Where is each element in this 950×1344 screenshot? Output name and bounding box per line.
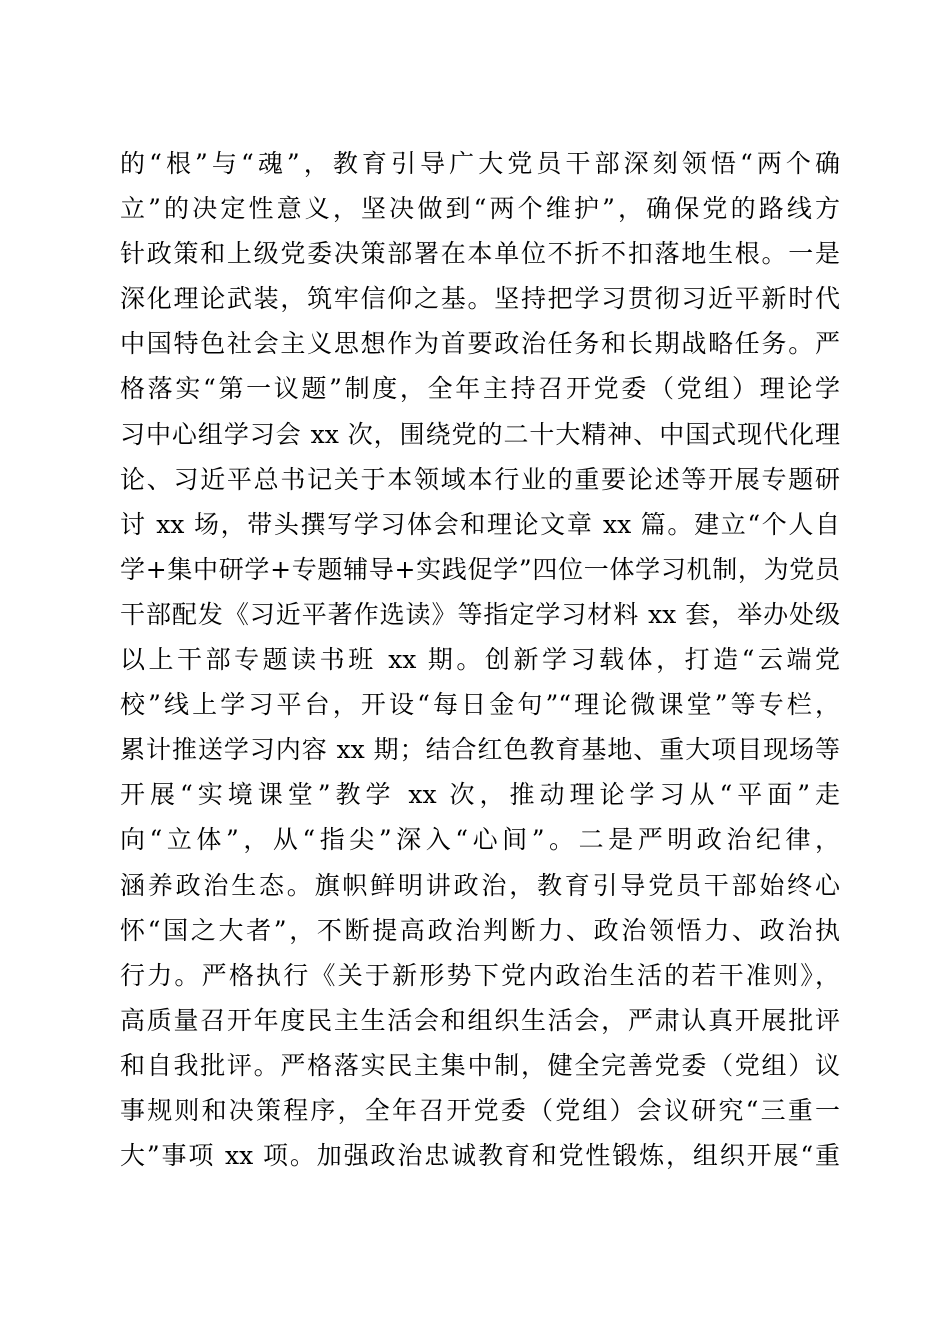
text-line: 开展“实境课堂”教学 xx 次，推动理论学习从“平面”走 xyxy=(120,780,840,810)
text-line: 涵养政治生态。旗帜鲜明讲政治，教育引导党员干部始终心 xyxy=(120,870,840,900)
body-paragraph xyxy=(120,141,840,1178)
text-line: 中国特色社会主义思想作为首要政治任务和长期战略任务。严 xyxy=(120,329,840,359)
text-line: 深化理论武装，筑牢信仰之基。坚持把学习贯彻习近平新时代 xyxy=(120,284,840,314)
text-line: 行力。严格执行《关于新形势下党内政治生活的若干准则》， xyxy=(120,960,840,990)
text-line: 和自我批评。严格落实民主集中制，健全完善党委（党组）议 xyxy=(120,1050,840,1080)
text-line: 格落实“第一议题”制度，全年主持召开党委（党组）理论学 xyxy=(120,374,840,404)
text-line: 学+集中研学+专题辅导+实践促学”四位一体学习机制，为党员 xyxy=(120,554,840,584)
text-line: 习中心组学习会 xx 次，围绕党的二十大精神、中国式现代化理 xyxy=(120,419,840,449)
text-line: 论、习近平总书记关于本领域本行业的重要论述等开展专题研 xyxy=(120,464,840,494)
text-line: 事规则和决策程序，全年召开党委（党组）会议研究“三重一 xyxy=(120,1095,840,1125)
text-line: 大”事项 xx 项。加强政治忠诚教育和党性锻炼，组织开展“重 xyxy=(120,1141,840,1171)
text-line: 以上干部专题读书班 xx 期。创新学习载体，打造“云端党 xyxy=(120,645,840,675)
text-line: 向“立体”，从“指尖”深入“心间”。二是严明政治纪律， xyxy=(120,825,840,855)
text-line: 校”线上学习平台，开设“每日金句”“理论微课堂”等专栏， xyxy=(120,690,840,720)
text-line: 的“根”与“魂”，教育引导广大党员干部深刻领悟“两个确 xyxy=(120,149,840,178)
text-line: 立”的决定性意义，坚决做到“两个维护”，确保党的路线方 xyxy=(120,194,840,224)
text-line: 讨 xx 场，带头撰写学习体会和理论文章 xx 篇。建立“个人自 xyxy=(120,509,840,539)
text-line: 干部配发《习近平著作选读》等指定学习材料 xx 套，举办处级 xyxy=(120,599,840,629)
text-line: 怀“国之大者”，不断提高政治判断力、政治领悟力、政治执 xyxy=(120,915,840,945)
text-line: 累计推送学习内容 xx 期；结合红色教育基地、重大项目现场等 xyxy=(120,735,840,765)
text-line: 高质量召开年度民主生活会和组织生活会，严肃认真开展批评 xyxy=(120,1005,840,1035)
text-line: 针政策和上级党委决策部署在本单位不折不扣落地生根。一是 xyxy=(120,239,840,269)
